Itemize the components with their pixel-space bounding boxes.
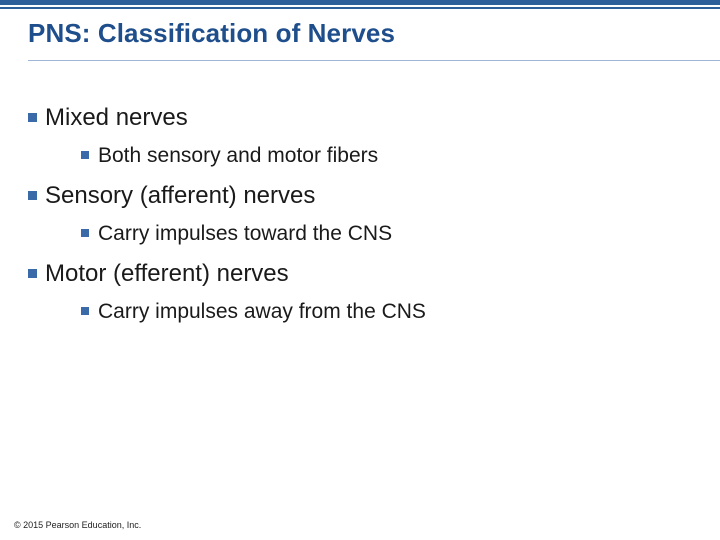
top-rule-thin — [0, 7, 720, 9]
bullet-item-motor-nerves — [28, 256, 426, 292]
bullet-text: Motor (efferent) nerves — [45, 260, 289, 287]
top-rule-thick — [0, 0, 720, 5]
bullet-text: Mixed nerves — [45, 104, 188, 131]
sub-bullet-item — [28, 294, 426, 330]
square-bullet-icon — [28, 269, 37, 278]
bullet-list — [28, 100, 426, 334]
sub-bullet-text: Carry impulses away from the CNS — [98, 300, 426, 323]
bullet-item-sensory-nerves — [28, 178, 426, 214]
bullet-text: Sensory (afferent) nerves — [45, 182, 316, 209]
copyright-footer: © 2015 Pearson Education, Inc. — [14, 520, 142, 530]
square-bullet-icon — [81, 151, 89, 159]
top-decorative-rule — [0, 0, 720, 12]
sub-bullet-item — [28, 138, 426, 174]
sub-bullet-text: Carry impulses toward the CNS — [98, 222, 393, 245]
slide-title: PNS: Classification of Nerves — [28, 18, 396, 48]
bullet-item-mixed-nerves — [28, 100, 426, 136]
sub-bullet-item — [28, 216, 426, 252]
square-bullet-icon — [28, 191, 37, 200]
square-bullet-icon — [28, 113, 37, 122]
sub-bullet-text: Both sensory and motor fibers — [98, 144, 379, 167]
square-bullet-icon — [81, 307, 89, 315]
title-underline — [28, 60, 720, 61]
square-bullet-icon — [81, 229, 89, 237]
